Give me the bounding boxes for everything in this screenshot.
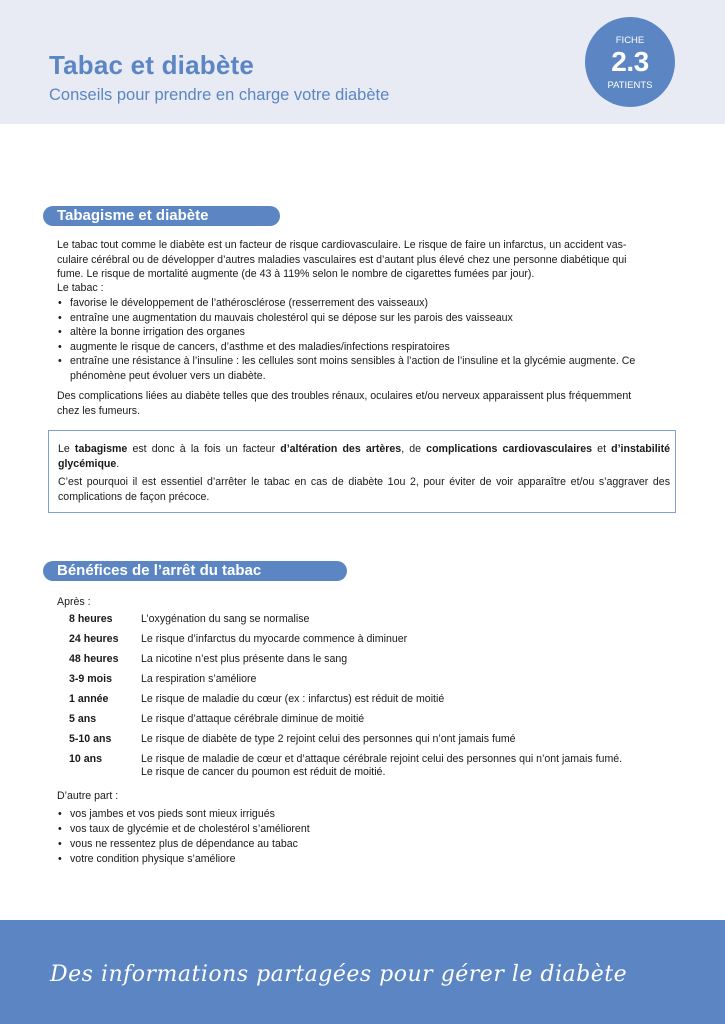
text-run: est donc à la fois un facteur [127, 443, 281, 455]
timeline-row [69, 633, 679, 646]
timeline-time: 24 heures [69, 633, 119, 645]
intro-line: fume. Le risque de mortalité augmente (de 43 à 119% selon le nombre de cigarettes fumées par jour). [57, 268, 535, 281]
list-item: • augmente le risque de cancers, d’asthme et des maladies/infections respiratoires [57, 340, 672, 355]
text-run: . [116, 457, 120, 470]
intro-paragraph [57, 238, 672, 282]
complications-line: chez les fumeurs. [57, 404, 141, 417]
benefits-timeline [69, 613, 679, 779]
text-run: Le [58, 443, 75, 455]
list-item: • entraîne une augmentation du mauvais cholestérol qui se dépose sur les parois des vaisseaux [57, 311, 672, 326]
after-label: Après : [57, 596, 91, 608]
timeline-row [69, 693, 679, 706]
emphasis-tabagisme: tabagisme [74, 443, 128, 455]
key-message-box [48, 430, 676, 513]
timeline-time: 1 année [69, 693, 109, 705]
list-item: • altère la bonne irrigation des organes [57, 325, 672, 340]
text-run: , de [401, 443, 427, 455]
other-benefits-list [57, 807, 672, 867]
timeline-benefit-extra: Le risque de cancer du poumon est réduit de moitié. [141, 766, 386, 778]
timeline-time: 3-9 mois [69, 673, 112, 685]
timeline-time: 10 ans [69, 753, 102, 765]
badge-label-bottom: PATIENTS [607, 80, 653, 91]
text-run: et [592, 443, 612, 455]
timeline-row [69, 733, 679, 746]
complications-paragraph [57, 389, 672, 418]
tabac-effects-list [57, 296, 672, 384]
intro-line: culaire cérébral ou de développer d’autres maladies vasculaires est d’autant plus élevé chez une personne diabétique qui [57, 253, 627, 266]
emphasis-complications: complications cardiovasculaires [426, 443, 593, 455]
badge-label-top: FICHE [615, 35, 645, 46]
other-label: D’autre part : [57, 790, 119, 802]
page-subtitle: Conseils pour prendre en charge votre diabète [49, 86, 390, 104]
footer-tagline: Des informations partagées pour gérer le diabète [50, 962, 628, 987]
list-item: • vous ne ressentez plus de dépendance au tabac [57, 837, 672, 852]
timeline-benefit: Le risque d’infarctus du myocarde commence à diminuer [141, 633, 408, 645]
timeline-benefit: Le risque d’attaque cérébrale diminue de moitié [141, 713, 365, 725]
timeline-time: 48 heures [69, 653, 119, 665]
intro-line: Le tabac tout comme le diabète est un facteur de risque cardiovasculaire. Le risque de faire un infarctus, un accident vas- [57, 239, 627, 251]
list-item: • favorise le développement de l’athérosclérose (resserrement des vaisseaux) [57, 296, 672, 311]
timeline-row [69, 673, 679, 686]
timeline-time: 5-10 ans [69, 733, 112, 745]
timeline-row [69, 753, 679, 779]
section-heading-benefices: Bénéfices de l’arrêt du tabac [43, 561, 347, 581]
list-item: • vos taux de glycémie et de cholestérol s’améliorent [57, 822, 672, 837]
emphasis-instabilite: d’instabilité glycémique [58, 443, 671, 470]
section-heading-tabagisme: Tabagisme et diabète [43, 206, 280, 226]
emphasis-arteres: d’altération des artères [280, 443, 402, 455]
timeline-benefit: La nicotine n’est plus présente dans le sang [141, 653, 348, 665]
page-title: Tabac et diabète [49, 50, 255, 80]
timeline-benefit: Le risque de maladie du cœur (ex : infarctus) est réduit de moitié [141, 693, 445, 705]
fiche-badge [585, 17, 675, 107]
timeline-row [69, 713, 679, 726]
timeline-benefit: L’oxygénation du sang se normalise [141, 613, 310, 625]
timeline-time: 8 heures [69, 613, 113, 625]
timeline-row [69, 613, 679, 626]
complications-line: Des complications liées au diabète telles que des troubles rénaux, oculaires et/ou nerveux apparaissent plus fréquemment [57, 390, 632, 402]
list-item: • entraîne une résistance à l’insuline : les cellules sont moins sensibles à l’action de l’insuline et la glycémie augmente. Ce phénomène peut évoluer vers un diabète. [57, 354, 672, 383]
timeline-row [69, 653, 679, 666]
tabac-bullets-label: Le tabac : [57, 282, 104, 294]
key-message-recommendation: C’est pourquoi il est essentiel d’arrêter le tabac en cas de diabète 1ou 2, pour éviter de voir apparaître et/ou s’aggraver des complications de façon précoce. [58, 476, 670, 503]
timeline-benefit: Le risque de maladie de cœur et d’attaque cérébrale rejoint celui des personnes qui n’ont jamais fumé. [141, 753, 623, 765]
list-item: • vos jambes et vos pieds sont mieux irrigués [57, 807, 672, 822]
badge-number: 2.3 [611, 46, 649, 77]
timeline-time: 5 ans [69, 713, 97, 725]
list-item: • votre condition physique s’améliore [57, 852, 672, 867]
timeline-benefit: La respiration s’améliore [141, 673, 257, 685]
timeline-benefit: Le risque de diabète de type 2 rejoint celui des personnes qui n’ont jamais fumé [141, 733, 516, 745]
key-message-text [58, 442, 670, 471]
